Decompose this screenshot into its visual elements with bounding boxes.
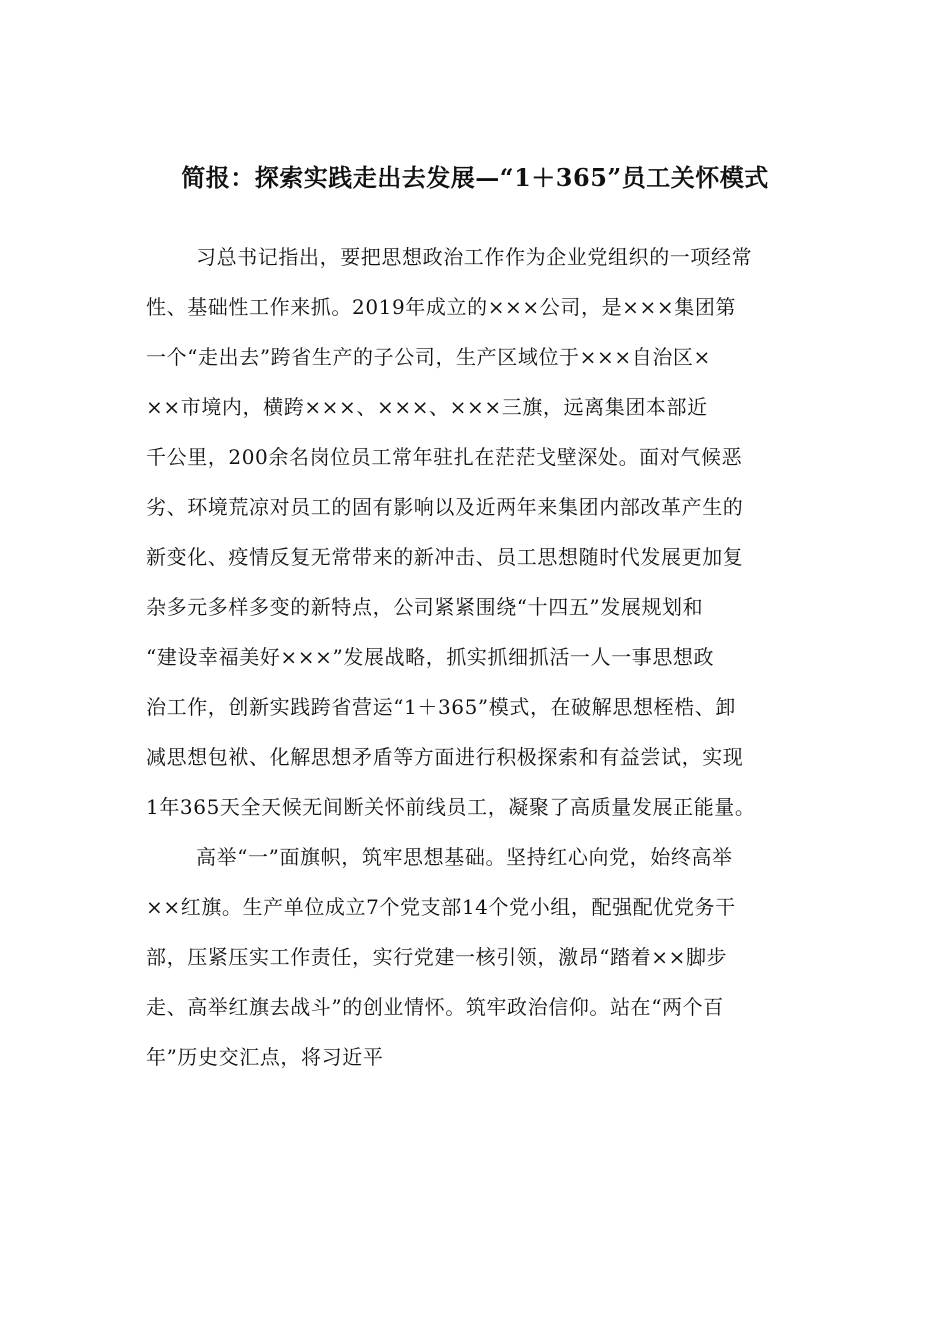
paragraph-1-line-7: 新变化、疫情反复无常带来的新冲击、员工思想随时代发展更加复 (146, 545, 744, 569)
paragraph-1-line-8: 杂多元多样多变的新特点，公司紧紧围绕“十四五”发展规划和 (146, 595, 704, 619)
paragraph-1-line-11: 减思想包袱、化解思想矛盾等方面进行积极探索和有益尝试，实现 (146, 745, 744, 769)
paragraph-2-line-3: 部，压紧压实工作责任，实行党建一核引领，激昂“踏着××脚步 (146, 945, 728, 969)
paragraph-2-line-1: 高举“一”面旗帜，筑牢思想基础。坚持红心向党，始终高举 (196, 845, 733, 869)
paragraph-1-line-12: 1年365天全天候无间断关怀前线员工，凝聚了高质量发展正能量。 (146, 795, 756, 819)
paragraph-2-line-2: ××红旗。生产单位成立7个党支部14个党小组，配强配优党务干 (146, 895, 736, 919)
paragraph-1-line-10: 治工作，创新实践跨省营运“1＋365”模式，在破解思想桎梏、卸 (146, 695, 736, 719)
paragraph-1-line-9: “建设幸福美好×××”发展战略，抓实抓细抓活一人一事思想政 (146, 645, 715, 669)
paragraph-1-line-5: 千公里，200余名岗位员工常年驻扎在茫茫戈壁深处。面对气候恶 (146, 445, 743, 469)
paragraph-2-line-5: 年”历史交汇点，将习近平 (146, 1045, 384, 1069)
paragraph-2-line-4: 走、高举红旗去战斗”的创业情怀。筑牢政治信仰。站在“两个百 (146, 995, 724, 1019)
document-title: 简报：探索实践走出去发展—“1＋365”员工关怀模式 (181, 163, 769, 192)
document-body (146, 232, 806, 1082)
paragraph-1-line-3: 一个“走出去”跨省生产的子公司，生产区域位于×××自治区× (146, 345, 711, 369)
paragraph-1-line-2: 性、基础性工作来抓。2019年成立的×××公司，是×××集团第 (146, 295, 737, 319)
paragraph-1-line-4: ××市境内，横跨×××、×××、×××三旗，远离集团本部近 (146, 395, 708, 419)
paragraph-1-line-6: 劣、环境荒凉对员工的固有影响以及近两年来集团内部改革产生的 (146, 495, 744, 519)
paragraph-1-line-1: 习总书记指出，要把思想政治工作作为企业党组织的一项经常 (196, 245, 753, 269)
